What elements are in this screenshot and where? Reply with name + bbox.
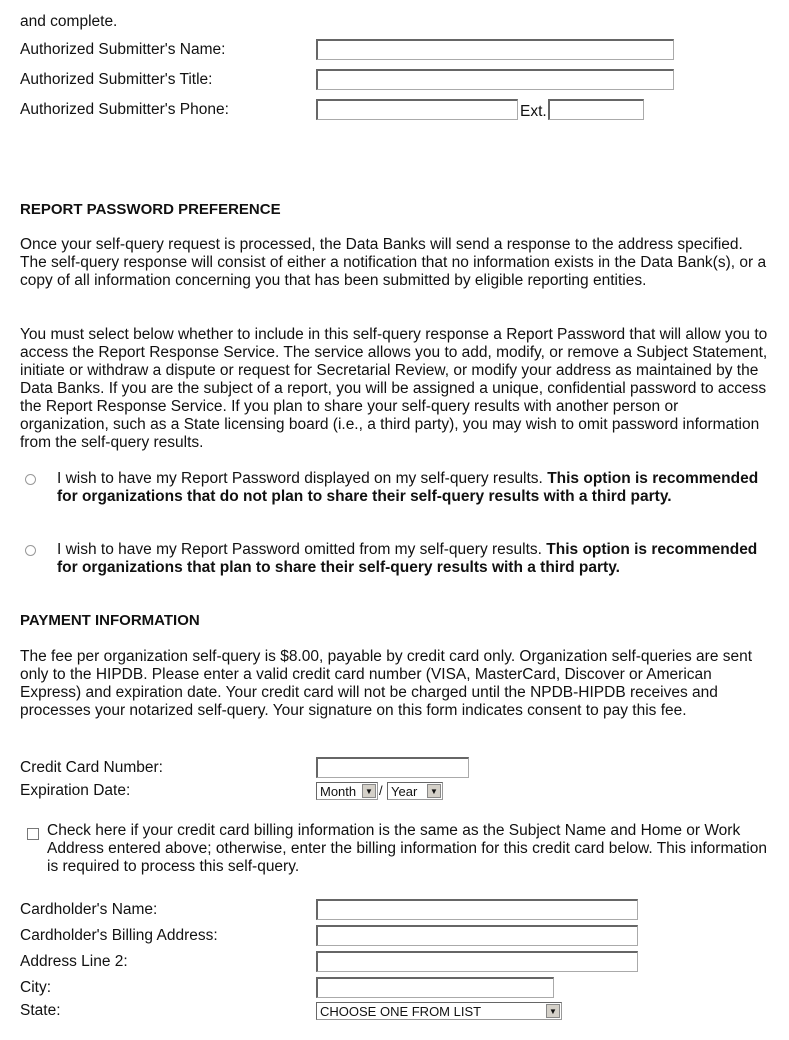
same-address-text: Check here if your credit card billing information is the same as the Subject Name and Home or Work Address entered above; otherwise, enter the billing information for this credit card below. This information is required to process this self-query. xyxy=(47,822,767,875)
chevron-down-icon: ▼ xyxy=(362,784,376,798)
password-para-2: You must select below whether to include in this self-query response a Report Password that will allow you to access the Report Response Service. The service allows you to add, modify, or remove a Subject Statement, initiate or withdraw a dispute or request for Secretarial Review, or modify your address as maintained by the Data Banks. If you are the subject of a report, you will be assigned a unique, confidential password to access the Report Response Service. If you plan to share your self-query results with another person or organization, such as a State licensing board (i.e., a third party), you may wish to omit password information from the self-query results. xyxy=(20,326,768,451)
expiration-label: Expiration Date: xyxy=(20,782,131,799)
cardholder-name-label: Cardholder's Name: xyxy=(20,901,158,918)
month-value: Month xyxy=(320,784,357,799)
address-line2-input[interactable] xyxy=(316,951,638,972)
card-number-input[interactable] xyxy=(316,757,469,778)
city-label: City: xyxy=(20,979,51,996)
same-address-checkbox[interactable] xyxy=(27,828,39,840)
billing-address-input[interactable] xyxy=(316,925,638,946)
expiration-month-select[interactable] xyxy=(316,782,378,800)
intro-tail-text: and complete. xyxy=(20,13,118,30)
ext-label: Ext. xyxy=(520,103,547,120)
city-input[interactable] xyxy=(316,977,554,998)
billing-address-label: Cardholder's Billing Address: xyxy=(20,927,218,944)
cardholder-name-input[interactable] xyxy=(316,899,638,920)
submitter-title-input[interactable] xyxy=(316,69,674,90)
option-recommendation: This option is recommended for organizations that plan to share their self-query results with a third party. xyxy=(57,541,758,576)
phone-ext-input[interactable] xyxy=(548,99,644,120)
chevron-down-icon: ▼ xyxy=(427,784,441,798)
address-line2-label: Address Line 2: xyxy=(20,953,128,970)
year-value: Year xyxy=(391,784,418,799)
expiration-year-select[interactable] xyxy=(387,782,443,800)
option-recommendation: This option is recommended for organizations that do not plan to share their self-query results with a third party. xyxy=(57,470,759,505)
submitter-title-label: Authorized Submitter's Title: xyxy=(20,71,213,88)
password-displayed-option xyxy=(57,470,772,506)
card-number-label: Credit Card Number: xyxy=(20,759,163,776)
password-omitted-option xyxy=(57,541,772,577)
password-para-1: Once your self-query request is processed, the Data Banks will send a response to the address specified. The self-query response will consist of either a notification that no information exists in the Data Bank(s), or a copy of all information concerning you that has been submitted by eligible reporting entities. xyxy=(20,236,767,289)
submitter-phone-label: Authorized Submitter's Phone: xyxy=(20,101,229,118)
submitter-phone-input[interactable] xyxy=(316,99,518,120)
state-select[interactable] xyxy=(316,1002,562,1020)
chevron-down-icon: ▼ xyxy=(546,1004,560,1018)
state-label: State: xyxy=(20,1002,61,1019)
password-section-heading: REPORT PASSWORD PREFERENCE xyxy=(20,201,281,218)
payment-para: The fee per organization self-query is $8.00, payable by credit card only. Organization self-queries are sent only to the HIPDB. Please enter a valid credit card number (VISA, MasterCard, Discover or American Express) and expiration date. Your credit card will not be charged until the NPDB-HIPDB receives and processes your notarized self-query. Your signature on this form indicates consent to pay this fee. xyxy=(20,648,753,719)
state-value: CHOOSE ONE FROM LIST xyxy=(320,1004,482,1019)
payment-section-heading: PAYMENT INFORMATION xyxy=(20,612,200,629)
option-text: I wish to have my Report Password omitted from my self-query results. xyxy=(57,541,547,558)
submitter-name-input[interactable] xyxy=(316,39,674,60)
submitter-name-label: Authorized Submitter's Name: xyxy=(20,41,226,58)
password-omitted-radio[interactable] xyxy=(25,545,36,556)
option-text: I wish to have my Report Password displayed on my self-query results. xyxy=(57,470,548,487)
password-displayed-radio[interactable] xyxy=(25,474,36,485)
date-separator: / xyxy=(379,783,383,798)
